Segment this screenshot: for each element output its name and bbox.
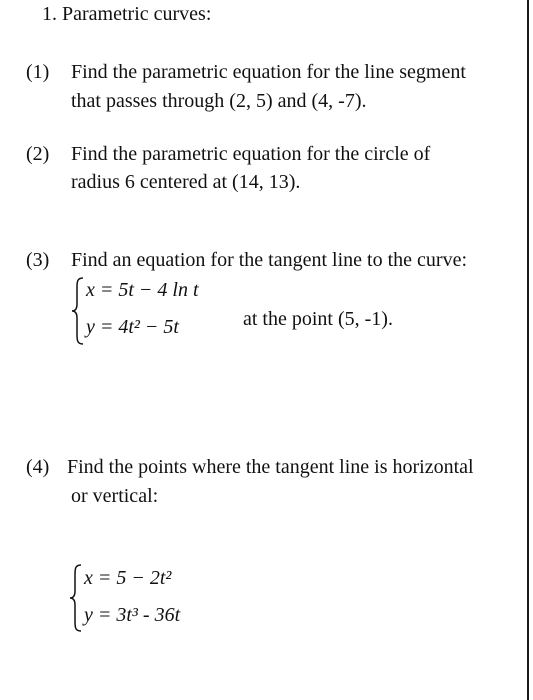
q3-equation-x <box>86 278 199 302</box>
q3-point-text: at the point (5, -1). <box>243 308 393 330</box>
q3-eq-y-text: y = 4t² − 5t <box>86 316 179 338</box>
q2-number: (2) <box>26 143 50 165</box>
q1-line-2: that passes through (2, 5) and (4, -7). <box>71 90 367 112</box>
q2-line-1: Find the parametric equation for the circle of <box>71 143 431 165</box>
right-border-line <box>527 0 529 700</box>
q4-eq-y-text: y = 3t³ - 36t <box>84 604 181 626</box>
q3-number: (3) <box>26 249 50 271</box>
section-heading: 1. Parametric curves: <box>42 3 212 25</box>
q4-number: (4) <box>26 456 50 478</box>
q2-line-2: radius 6 centered at (14, 13). <box>71 171 301 193</box>
q4-line-2: or vertical: <box>71 485 159 507</box>
q4-brace <box>68 563 84 633</box>
q3-line-1: Find an equation for the tangent line to the curve: <box>71 249 467 271</box>
q3-brace <box>70 276 86 346</box>
q4-eq-x-text: x = 5 − 2t² <box>84 567 172 589</box>
q3-eq-x-text: x = 5t − 4 ln t <box>86 279 199 301</box>
q4-equation-x <box>84 566 171 590</box>
q1-number: (1) <box>26 61 50 83</box>
q1-line-1: Find the parametric equation for the line segment <box>71 61 466 83</box>
q4-line-1: Find the points where the tangent line is horizontal <box>67 456 474 478</box>
q4-equation-y <box>84 603 180 627</box>
q3-equation-y <box>86 315 179 339</box>
